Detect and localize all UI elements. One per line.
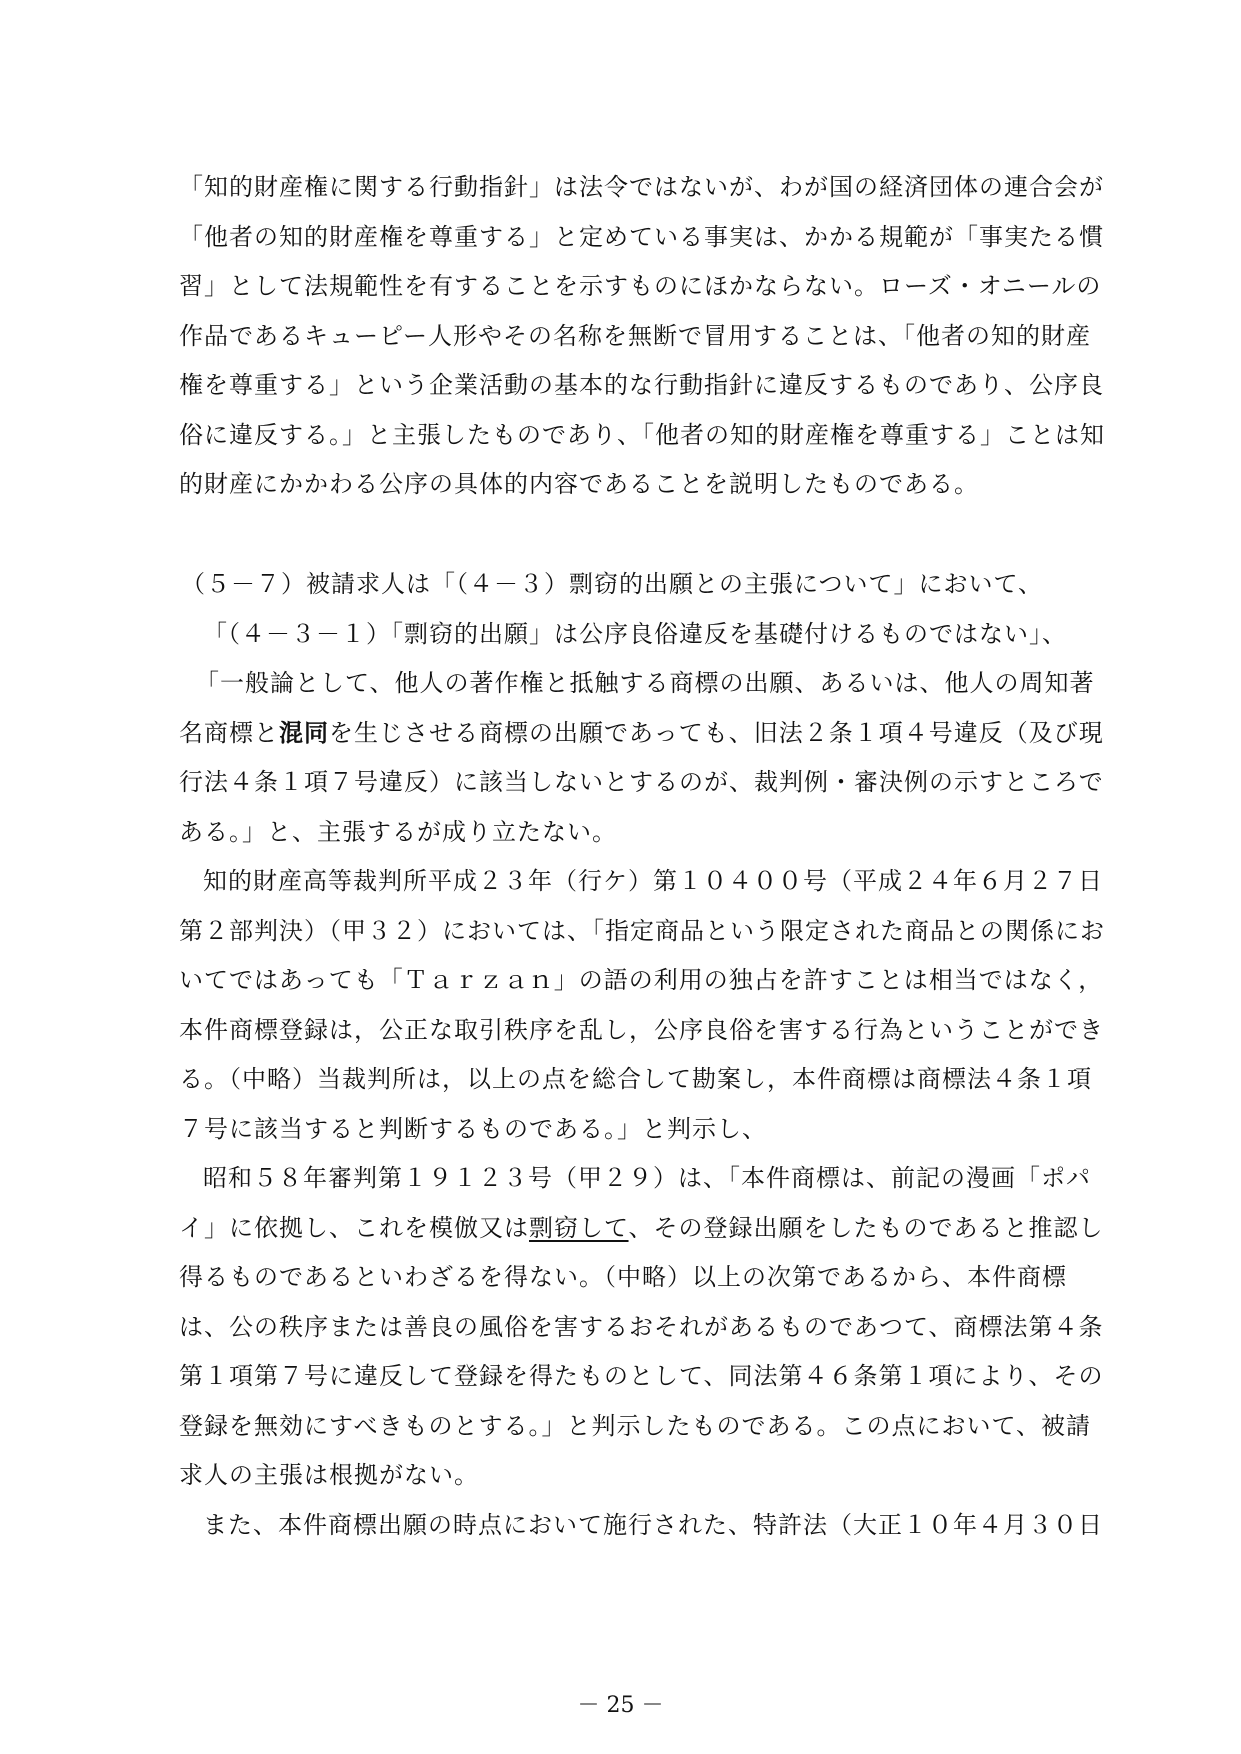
section-line-16: は、公の秩序または善良の風俗を害するおそれがあるものであつて、商標法第４条 (179, 1313, 1104, 1341)
section-line-18: 登録を無効にすべきものとする。」と判示したものである。この点において、被請 (179, 1412, 1092, 1440)
section-line-13: 昭和５８年審判第１９１２３号（甲２９）は、「本件商標は、前記の漫画「ポパ (203, 1164, 1091, 1192)
paragraph1-line-6: 俗に違反する。」と主張したものであり、「他者の知的財産権を尊重する」ことは知 (179, 421, 1105, 449)
section-line-14-part-a: イ」に依拠し、これを模倣又は (179, 1214, 529, 1242)
section-line-14-part-b: 、その登録出願をしたものであると推認し (628, 1214, 1104, 1242)
paragraph1-line-4: 作品であるキューピー人形やその名称を無断で冒用することは、「他者の知的財産 (179, 322, 1092, 350)
paragraph1-line-7: 的財産にかかわる公序の具体的内容であることを説明したものである。 (179, 470, 979, 498)
underlined-term-hyousetsu: 剽窃して (529, 1214, 629, 1242)
section-line-2: 「（４－３－１）「剽窃的出願」は公序良俗違反を基礎付けるものではない」、 (203, 620, 1067, 648)
section-line-4-part-b: を生じさせる商標の出願であっても、旧法２条１項４号違反（及び現 (329, 719, 1104, 747)
paragraph1-line-1: 「知的財産権に関する行動指針」は法令ではないが、わが国の経済団体の連合会が (179, 173, 1104, 201)
section-line-5: 行法４条１項７号違反）に該当しないとするのが、裁判例・審決例の示すところで (179, 768, 1104, 796)
section-line-7: 知的財産高等裁判所平成２３年（行ケ）第１０４００号（平成２４年６月２７日 (203, 867, 1103, 895)
section-line-14 (179, 1213, 1104, 1243)
section-line-9: いてではあっても「Ｔａｒｚａｎ」の語の利用の独占を許すことは相当ではなく， (179, 966, 1104, 994)
section-line-4-part-a: 名商標と (179, 719, 279, 747)
section-line-15: 得るものであるといわざるを得ない。（中略）以上の次第であるから、本件商標 (179, 1263, 1067, 1291)
paragraph1-line-2: 「他者の知的財産権を尊重する」と定めている事実は、かかる規範が「事実たる慣 (179, 223, 1104, 251)
section-line-8: 第２部判決）（甲３２）においては、「指定商品という限定された商品との関係にお (179, 917, 1105, 945)
section-line-10: 本件商標登録は，公正な取引秩序を乱し，公序良俗を害する行為ということができ (179, 1016, 1104, 1044)
section-line-20: また、本件商標出願の時点において施行された、特許法（大正１０年４月３０日 (203, 1511, 1103, 1539)
section-heading: （５－７）被請求人は「（４－３）剽窃的出願との主張について」において、 (181, 570, 1044, 598)
section-line-3: 「一般論として、他人の著作権と抵触する商標の出願、あるいは、他人の周知著 (195, 669, 1095, 697)
paragraph1-line-5: 権を尊重する」という企業活動の基本的な行動指針に違反するものであり、公序良 (179, 371, 1104, 399)
section-line-11: る。（中略）当裁判所は，以上の点を総合して勘案し，本件商標は商標法４条１項 (179, 1065, 1092, 1093)
bold-term-konndou: 混同 (279, 718, 329, 747)
section-line-4 (179, 718, 1104, 748)
page-number: － 25 － (577, 1693, 664, 1718)
paragraph1-line-3: 習」として法規範性を有することを示すものにほかならない。ローズ・オニールの (179, 272, 1102, 300)
section-line-17: 第１項第７号に違反して登録を得たものとして、同法第４６条第１項により、その (179, 1362, 1104, 1390)
section-line-12: ７号に該当すると判断するものである。」と判示し、 (179, 1115, 767, 1143)
section-line-6: ある。」と、主張するが成り立たない。 (179, 818, 617, 846)
section-line-19: 求人の主張は根拠がない。 (179, 1461, 479, 1489)
